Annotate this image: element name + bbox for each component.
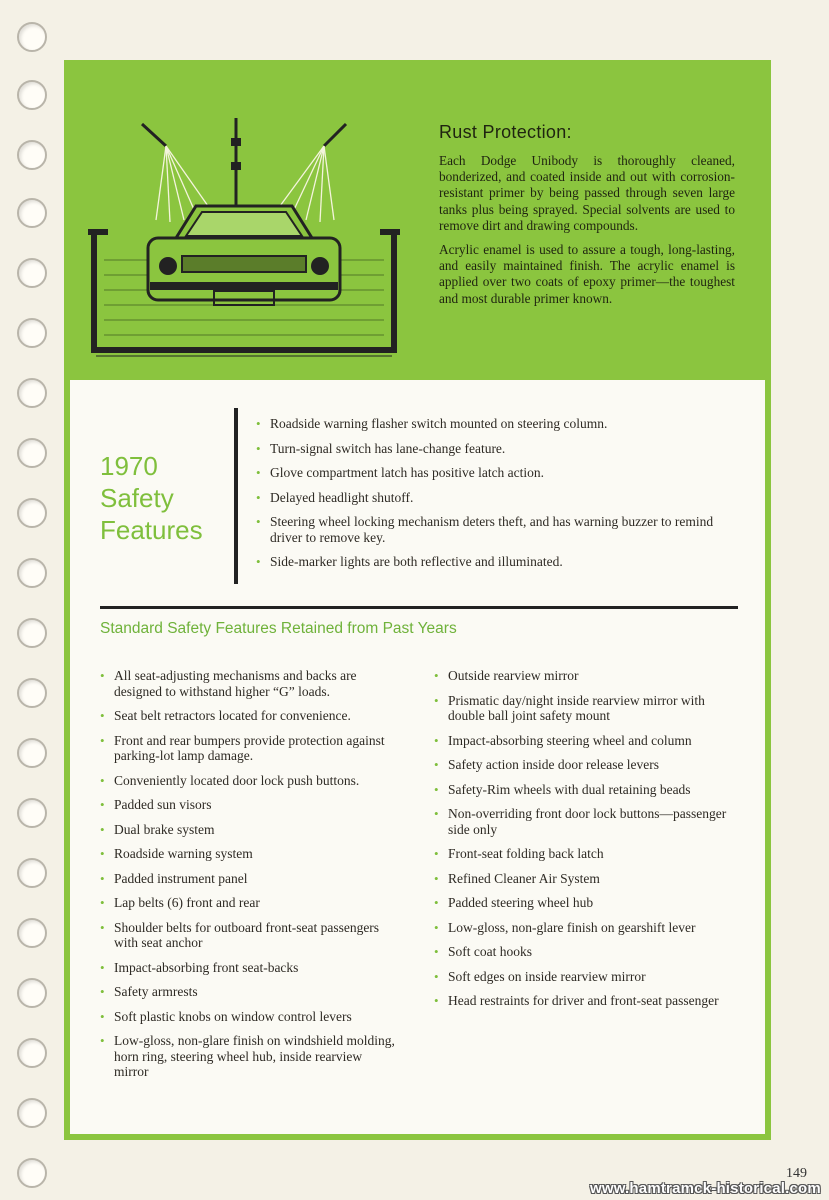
- list-item: [100, 797, 398, 813]
- list-item-text: Turn-signal switch has lane-change feature.: [270, 440, 506, 456]
- list-item-text: Padded sun visors: [114, 797, 212, 812]
- binder-ring: [17, 438, 47, 468]
- bullet-icon: •: [434, 919, 439, 935]
- binder-ring: [17, 318, 47, 348]
- list-item: [100, 871, 398, 887]
- bullet-icon: •: [434, 806, 439, 821]
- page-number: 149: [786, 1166, 807, 1181]
- binder-ring: [17, 258, 47, 288]
- binder-ring: [17, 798, 47, 828]
- list-item-text: Non-overriding front door lock buttons—passenger side only: [448, 806, 727, 837]
- rust-protection-title: Rust Protection:: [439, 122, 572, 142]
- bullet-icon: •: [100, 895, 105, 910]
- green-frame: [64, 60, 771, 1140]
- bullet-icon: •: [100, 772, 105, 788]
- bullet-icon: •: [434, 895, 439, 910]
- list-item-text: Side-marker lights are both reflective and illuminated.: [270, 554, 563, 569]
- list-item: [100, 668, 398, 699]
- bullet-icon: •: [256, 416, 261, 431]
- bullet-icon: •: [100, 797, 105, 812]
- list-item-text: Head restraints for driver and front-seat passenger: [448, 993, 719, 1008]
- list-item-text: Soft plastic knobs on window control levers: [114, 1008, 352, 1024]
- list-item-text: Safety action inside door release levers: [448, 757, 660, 772]
- list-item: [434, 846, 732, 862]
- bullet-icon: •: [256, 554, 261, 569]
- list-item: [100, 960, 398, 976]
- list-item-text: Padded instrument panel: [114, 870, 248, 886]
- bullet-icon: •: [100, 732, 105, 748]
- list-item: [256, 441, 736, 457]
- bullet-icon: •: [434, 993, 439, 1008]
- list-item: [434, 733, 732, 749]
- horizontal-divider: [100, 606, 738, 609]
- list-item-text: Roadside warning system: [114, 846, 253, 861]
- list-item-text: Low-gloss, non-glare finish on gearshift lever: [448, 919, 696, 935]
- list-item-text: Roadside warning flasher switch mounted on steering column.: [270, 416, 608, 431]
- safety-heading-year: 1970: [100, 451, 158, 481]
- bullet-icon: •: [434, 781, 439, 797]
- safety-features-list: [256, 416, 736, 579]
- list-item-text: All seat-adjusting mechanisms and backs are designed to withstand higher “G” loads.: [114, 668, 357, 699]
- safety-heading-word1: Safety: [100, 483, 174, 513]
- list-item: [434, 693, 732, 724]
- bullet-icon: •: [256, 440, 261, 456]
- bullet-icon: •: [100, 919, 105, 935]
- rust-protection-body: [439, 153, 735, 315]
- list-item-text: Low-gloss, non-glare finish on windshield molding, horn ring, steering wheel hub, inside rearview mirror: [114, 1033, 395, 1079]
- bullet-icon: •: [434, 846, 439, 861]
- rust-protection-panel: [64, 60, 771, 380]
- list-item-text: Padded steering wheel hub: [448, 895, 594, 910]
- binder-ring: [17, 918, 47, 948]
- list-item-text: Front-seat folding back latch: [448, 846, 604, 861]
- list-item-text: Lap belts (6) front and rear: [114, 895, 260, 910]
- list-item: [434, 871, 732, 887]
- binder-ring: [17, 140, 47, 170]
- list-item: [100, 846, 398, 862]
- safety-heading: [100, 450, 203, 546]
- list-item-text: Seat belt retractors located for convenience.: [114, 708, 351, 723]
- binder-ring: [17, 978, 47, 1008]
- vertical-divider: [234, 408, 238, 584]
- bullet-icon: •: [100, 821, 105, 837]
- bullet-icon: •: [256, 465, 261, 480]
- list-item: [100, 1009, 398, 1025]
- list-item: [100, 822, 398, 838]
- bullet-icon: •: [100, 959, 105, 975]
- standard-features-right-column: [434, 668, 732, 1018]
- bullet-icon: •: [100, 870, 105, 886]
- binder-ring: [17, 858, 47, 888]
- list-item-text: Conveniently located door lock push buttons.: [114, 772, 360, 788]
- list-item: [434, 993, 732, 1009]
- list-item-text: Shoulder belts for outboard front-seat passengers with seat anchor: [114, 919, 380, 950]
- bullet-icon: •: [434, 968, 439, 984]
- list-item-text: Impact-absorbing front seat-backs: [114, 959, 299, 975]
- list-item-text: Refined Cleaner Air System: [448, 870, 600, 886]
- bullet-icon: •: [434, 870, 439, 886]
- bullet-icon: •: [434, 732, 439, 748]
- bullet-icon: •: [434, 944, 439, 959]
- list-item: [434, 969, 732, 985]
- list-item-text: Front and rear bumpers provide protection against parking-lot lamp damage.: [114, 732, 385, 763]
- list-item: [100, 1033, 398, 1080]
- list-item: [256, 514, 736, 545]
- bullet-icon: •: [100, 708, 105, 723]
- bullet-icon: •: [100, 1008, 105, 1024]
- list-item: [434, 920, 732, 936]
- standard-features-left-column: [100, 668, 398, 1089]
- binder-ring: [17, 498, 47, 528]
- list-item: [256, 416, 736, 432]
- list-item: [256, 490, 736, 506]
- binder-ring: [17, 618, 47, 648]
- list-item: [100, 920, 398, 951]
- binder-ring: [17, 80, 47, 110]
- car-dip-tank-illustration: [84, 110, 404, 370]
- watermark: www.hamtramck-historical.com: [590, 1180, 821, 1197]
- list-item-text: Impact-absorbing steering wheel and column: [448, 732, 692, 748]
- binder-ring: [17, 1038, 47, 1068]
- bullet-icon: •: [434, 668, 439, 683]
- list-item: [256, 554, 736, 570]
- list-item: [434, 806, 732, 837]
- list-item-text: Outside rearview mirror: [448, 668, 579, 683]
- safety-panel: [70, 380, 765, 1134]
- rust-paragraph-1: Each Dodge Unibody is thoroughly cleaned, bonderized, and coated inside and out with corrosion-resistant primer by being passed through seven large tanks plus being sprayed. Special solvents are used to remove dirt and drawing compounds.: [439, 153, 735, 233]
- bullet-icon: •: [434, 757, 439, 772]
- list-item: [100, 984, 398, 1000]
- list-item-text: Prismatic day/night inside rearview mirror with double ball joint safety mount: [448, 692, 705, 723]
- standard-features-title: Standard Safety Features Retained from Past Years: [100, 620, 457, 637]
- list-item: [434, 757, 732, 773]
- bullet-icon: •: [434, 692, 439, 708]
- list-item-text: Steering wheel locking mechanism deters theft, and has warning buzzer to remind driver to remove key.: [270, 514, 714, 545]
- binder-ring: [17, 378, 47, 408]
- bullet-icon: •: [100, 846, 105, 861]
- list-item: [434, 895, 732, 911]
- list-item: [100, 773, 398, 789]
- safety-heading-word2: Features: [100, 515, 203, 545]
- list-item: [434, 782, 732, 798]
- list-item: [434, 944, 732, 960]
- binder-ring: [17, 738, 47, 768]
- list-item-text: Glove compartment latch has positive latch action.: [270, 465, 545, 480]
- list-item: [256, 465, 736, 481]
- list-item-text: Safety-Rim wheels with dual retaining beads: [448, 781, 691, 797]
- bullet-icon: •: [256, 489, 261, 505]
- bullet-icon: •: [100, 984, 105, 999]
- list-item-text: Dual brake system: [114, 821, 215, 837]
- binder-ring: [17, 22, 47, 52]
- list-item-text: Soft coat hooks: [448, 944, 532, 959]
- binder-ring: [17, 678, 47, 708]
- list-item-text: Soft edges on inside rearview mirror: [448, 968, 646, 984]
- list-item: [100, 895, 398, 911]
- list-item: [100, 708, 398, 724]
- list-item-text: Safety armrests: [114, 984, 198, 999]
- binder-ring: [17, 1098, 47, 1128]
- binder-ring: [17, 1158, 47, 1188]
- binder-ring: [17, 198, 47, 228]
- list-item: [100, 733, 398, 764]
- list-item: [434, 668, 732, 684]
- bullet-icon: •: [100, 668, 105, 683]
- list-item-text: Delayed headlight shutoff.: [270, 489, 414, 505]
- bullet-icon: •: [256, 514, 261, 529]
- binder-ring: [17, 558, 47, 588]
- bullet-icon: •: [100, 1033, 105, 1048]
- rust-paragraph-2: Acrylic enamel is used to assure a tough, long-lasting, and easily maintained finish. The acrylic enamel is applied over two coats of epoxy primer—the toughest and most durable primer known.: [439, 242, 735, 306]
